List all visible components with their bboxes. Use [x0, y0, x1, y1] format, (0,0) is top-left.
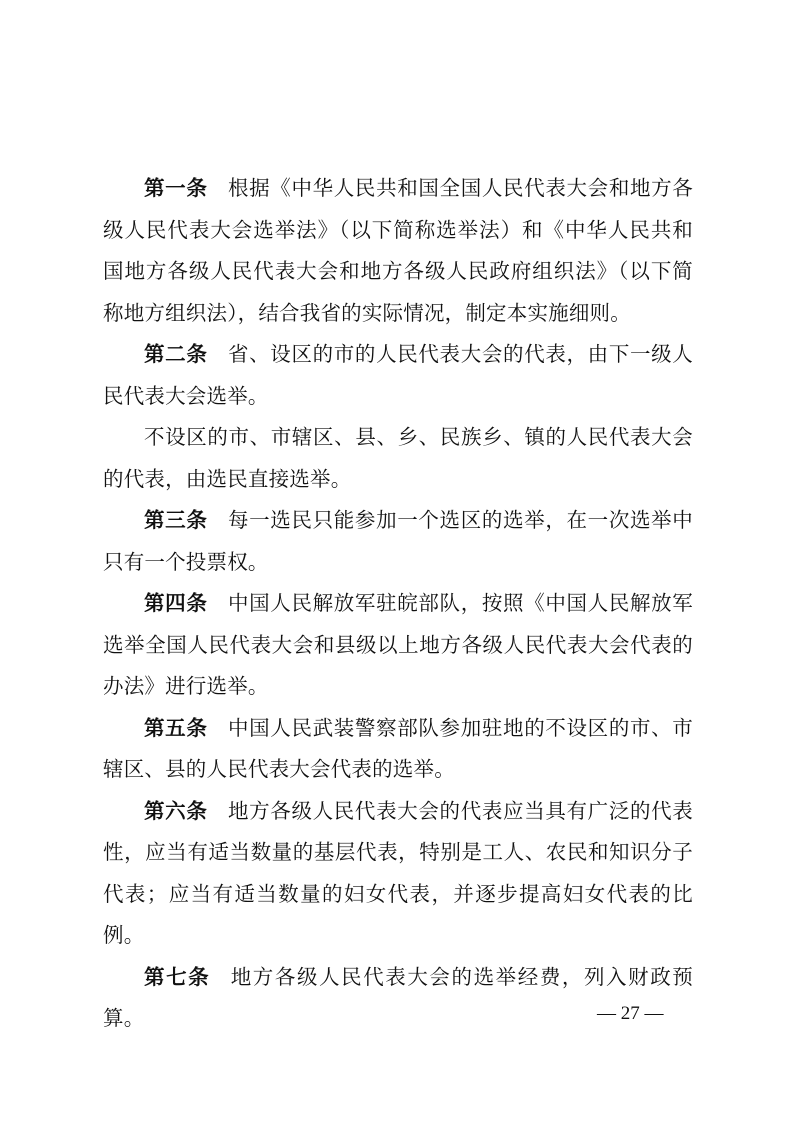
article-text: 中国人民武装警察部队参加驻地的不设区的市、市辖区、县的人民代表大会代表的选举。: [103, 715, 693, 781]
article-text: 地方各级人民代表大会的选举经费，列入财政预算。: [103, 964, 693, 1030]
article-paragraph: [103, 168, 693, 334]
article-title: 第七条: [144, 964, 211, 989]
article-paragraph: [103, 791, 693, 957]
article-text: 省、设区的市的人民代表大会的代表，由下一级人民代表大会选举。: [103, 342, 693, 408]
article-text: 中国人民解放军驻皖部队，按照《中国人民解放军选举全国人民代表大会和县级以上地方各级人民代表大会代表的办法》进行选举。: [103, 591, 693, 698]
article-paragraph: [103, 708, 693, 791]
article-title: 第五条: [144, 715, 208, 740]
article-text: 每一选民只能参加一个选区的选举，在一次选举中只有一个投票权。: [103, 508, 693, 574]
article-paragraph: [103, 583, 693, 708]
article-title: 第六条: [144, 798, 208, 823]
article-paragraph: [103, 417, 693, 500]
document-body: [103, 168, 693, 1040]
article-title: 第四条: [144, 591, 208, 615]
article-title: 第一条: [144, 176, 208, 200]
article-paragraph: [103, 334, 693, 417]
article-text: 根据《中华人民共和国全国人民代表大会和地方各级人民代表大会选举法》（以下简称选举法）和《中华人民共和国地方各级人民代表大会和地方各级人民政府组织法》（以下简称地方组织法），结合我省的实际情况，制定本实施细则。: [103, 176, 693, 325]
article-title: 第二条: [144, 342, 208, 366]
article-text: 地方各级人民代表大会的代表应当具有广泛的代表性，应当有适当数量的基层代表，特别是工人、农民和知识分子代表；应当有适当数量的妇女代表，并逐步提高妇女代表的比例。: [103, 798, 693, 947]
article-text: 不设区的市、市辖区、县、乡、民族乡、镇的人民代表大会的代表，由选民直接选举。: [103, 425, 693, 491]
article-paragraph: [103, 500, 693, 583]
page-number: — 27 —: [597, 1003, 664, 1024]
article-paragraph: [103, 957, 693, 1040]
article-title: 第三条: [144, 508, 208, 532]
